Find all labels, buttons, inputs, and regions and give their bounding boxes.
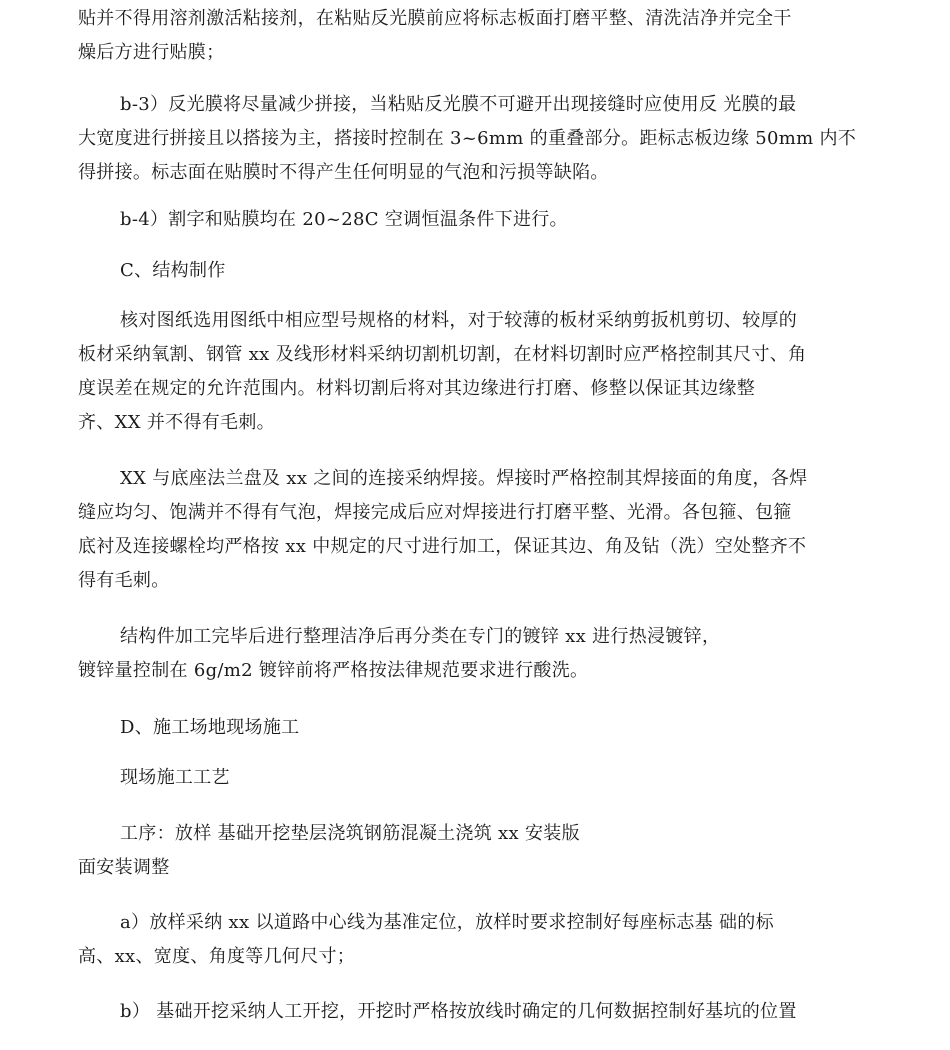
text-line: b-3）反光膜将尽量减少拼接，当粘贴反光膜不可避开出现接缝时应使用反 光膜的最 xyxy=(120,94,797,115)
paragraph-welding xyxy=(78,462,864,598)
text-line: 核对图纸选用图纸中相应型号规格的材料，对于较薄的板材采纳剪扳机剪切、较厚的 xyxy=(120,310,798,331)
text-line: 得拼接。标志面在贴膜时不得产生任何明显的气泡和污损等缺陷。 xyxy=(78,162,609,183)
heading-text: D、施工场地现场施工 xyxy=(120,717,300,738)
text-line: 齐、XX 并不得有毛刺。 xyxy=(78,412,275,433)
paragraph-b3-film-splicing xyxy=(78,88,864,190)
text-line: 度误差在规定的允许范围内。材料切割后将对其边缘进行打磨、修整以保证其边缘整 xyxy=(78,378,756,399)
heading-text: 现场施工工艺 xyxy=(120,767,230,788)
section-heading-onsite-construction xyxy=(120,711,864,745)
text-line: 贴并不得用溶剂激活粘接剂，在粘贴反光膜前应将标志板面打磨平整、清洗洁净并完全干 xyxy=(78,8,792,29)
paragraph-galvanizing xyxy=(78,620,864,688)
text-line: a）放样采纳 xx 以道路中心线为基准定位，放样时要求控制好每座标志基 础的标 xyxy=(120,912,774,933)
text-line: 底衬及连接螺栓均严格按 xx 中规定的尺寸进行加工，保证其边、角及钻（洗）空处整齐不 xyxy=(78,536,807,557)
text-line: 大宽度进行拼接且以搭接为主，搭接时控制在 3~6mm 的重叠部分。距标志板边缘 50mm 内不 xyxy=(78,128,857,149)
text-line: 燥后方进行贴膜； xyxy=(78,42,225,63)
text-line: 高、xx、宽度、角度等几何尺寸； xyxy=(78,946,356,967)
paragraph-film-application-end xyxy=(78,2,864,70)
text-line: b） 基础开挖采纳人工开挖，开挖时严格按放线时确定的几何数据控制好基坑的位置 xyxy=(120,1001,797,1022)
section-heading-structure-fabrication xyxy=(120,254,864,288)
paragraph-process-steps xyxy=(78,817,864,885)
paragraph-b4-temperature xyxy=(78,203,864,237)
text-line: 面安装调整 xyxy=(78,857,170,878)
text-line: XX 与底座法兰盘及 xx 之间的连接采纳焊接。焊接时严格控制其焊接面的角度，各焊 xyxy=(120,468,808,489)
heading-text: C、结构制作 xyxy=(120,260,226,281)
text-line: 板材采纳氧割、钢管 xx 及线形材料采纳切割机切割，在材料切割时应严格控制其尺寸、角 xyxy=(78,344,807,365)
text-line: b-4）割字和贴膜均在 20~28C 空调恒温条件下进行。 xyxy=(120,209,568,230)
subheading-construction-process xyxy=(120,761,864,795)
paragraph-material-cutting xyxy=(78,304,864,440)
text-line: 得有毛刺。 xyxy=(78,570,170,591)
text-line: 结构件加工完毕后进行整理洁净后再分类在专门的镀锌 xx 进行热浸镀锌， xyxy=(120,626,721,647)
paragraph-b-excavation xyxy=(78,995,864,1029)
paragraph-a-layout xyxy=(78,906,864,974)
text-line: 缝应均匀、饱满并不得有气泡，焊接完成后应对焊接进行打磨平整、光滑。各包箍、包箍 xyxy=(78,502,792,523)
text-line: 镀锌量控制在 6g/m2 镀锌前将严格按法律规范要求进行酸洗。 xyxy=(78,660,589,681)
text-line: 工序：放样 基础开挖垫层浇筑钢筋混凝土浇筑 xx 安装版 xyxy=(120,823,580,844)
